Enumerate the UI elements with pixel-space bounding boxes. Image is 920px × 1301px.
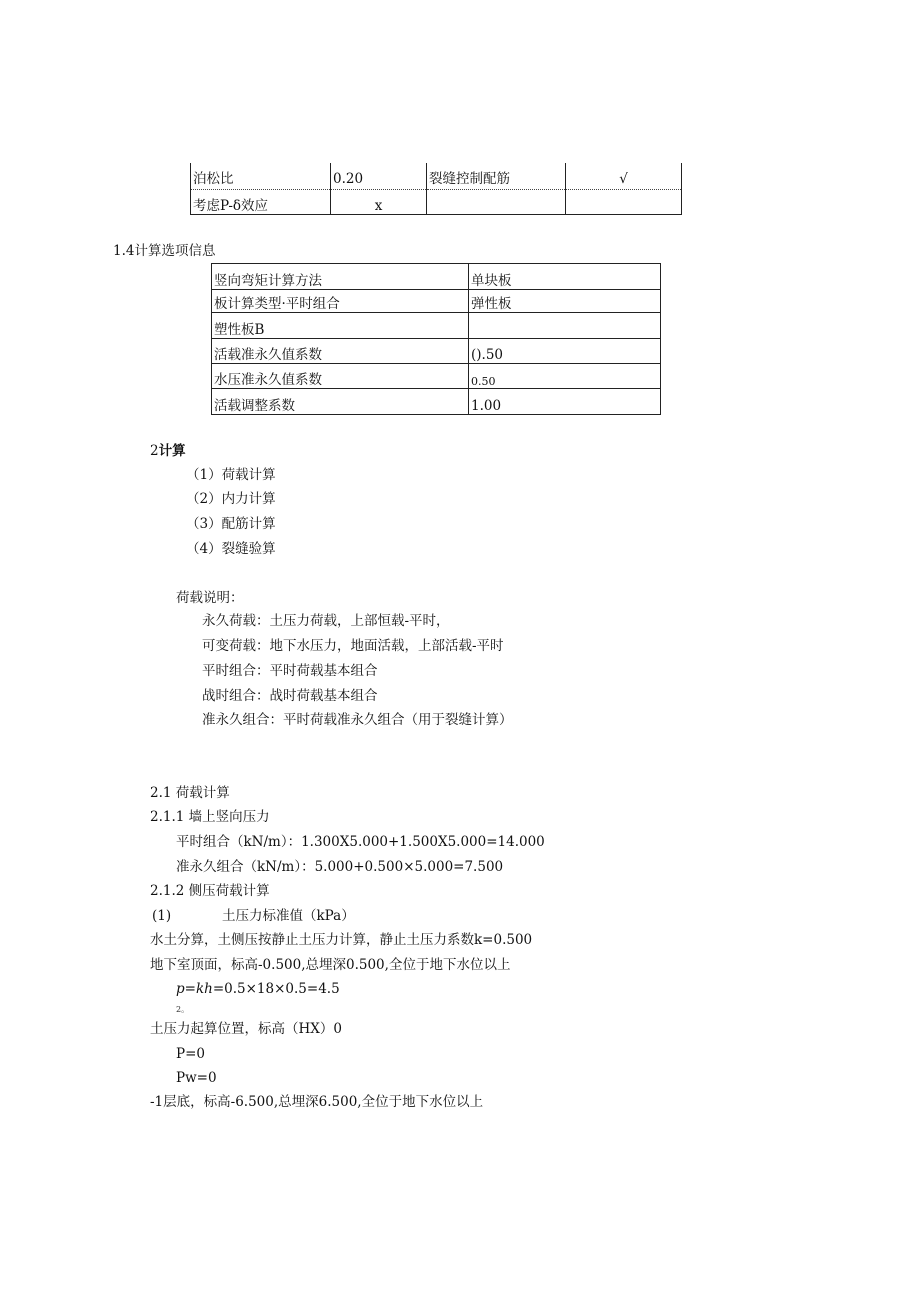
section-heading-2 [150,445,186,459]
calc-line: P=0 [176,1046,205,1062]
table-cell: 弹性板 [469,290,661,313]
section-title: 计算 [158,443,186,459]
step-item: （4）裂缝验算 [186,541,276,557]
table-row [212,389,661,415]
paragraph: -1层底，标高-6.500,总埋深6.500,全位于地下水位以上 [150,1094,484,1110]
formula-lhs: p=kh [176,981,213,997]
footnote-mark: 2。 [176,1005,190,1014]
load-note: 准永久组合：平时荷载准永久组合（用于裂缝计算） [202,712,513,728]
table-cell: ().50 [469,339,661,364]
table-cell: 竖向弯矩计算方法 [212,264,469,290]
formula [176,983,340,997]
load-note: 战时组合：战时荷载基本组合 [202,688,378,704]
calc-line: 平时组合（kN/m）：1.300X5.000+1.500X5.000=14.000 [176,834,545,850]
table-cell: 水压准永久值系数 [212,364,469,389]
table-row [191,190,682,215]
table-cell [469,313,661,339]
table-cell: 塑性板B [212,313,469,339]
table-cell: 活载调整系数 [212,389,469,415]
paragraph: 水土分算，土侧压按静止土压力计算，静止土压力系数k=0.500 [150,932,533,948]
table-row [212,264,661,290]
step-item: （1）荷载计算 [186,467,276,483]
table-cell: 活载准永久值系数 [212,339,469,364]
item-number: (1) [152,908,172,924]
load-note: 永久荷载：土压力荷载，上部恒载-平时， [202,613,450,629]
table-cell: 0.20 [331,163,427,190]
table-row [191,163,682,190]
section-heading-1-4: 1.4计算选项信息 [113,243,216,259]
table-cell: 裂缝控制配筋 [427,163,566,190]
load-note: 可变荷载：地下水压力，地面活载，上部活载-平时 [202,638,504,654]
section-heading-2-1: 2.1 荷载计算 [150,785,230,801]
calc-options-table [211,263,661,415]
calc-line: 准永久组合（kN/m）：5.000+0.500×5.000=7.500 [176,859,504,875]
load-note-title: 荷载说明： [176,590,244,606]
subsection-heading: 2.1.2 侧压荷载计算 [150,883,270,899]
load-note: 平时组合：平时荷载基本组合 [202,663,378,679]
paragraph: 地下室顶面，标高-0.500,总埋深0.500,全位于地下水位以上 [150,957,511,973]
table-cell: 1.00 [469,389,661,415]
table-row [212,339,661,364]
cross-mark-cell: x [331,190,427,215]
section-number: 2 [150,443,159,459]
step-item: （3）配筋计算 [186,516,276,532]
step-item: （2）内力计算 [186,491,276,507]
table-row [212,364,661,389]
subsection-heading: 2.1.1 墙上竖向压力 [150,809,270,825]
table-cell: 单块板 [469,264,661,290]
material-table [190,163,682,215]
table-row [212,290,661,313]
table-cell: 0.50 [469,364,661,389]
calc-line: Pw=0 [176,1070,217,1086]
table-cell: 板计算类型·平时组合 [212,290,469,313]
check-mark-cell: √ [566,163,682,190]
table-cell: 泊松比 [191,163,331,190]
table-cell: 考虑P-δ效应 [191,190,331,215]
formula-rhs: =0.5×18×0.5=4.5 [212,981,340,997]
table-row [212,313,661,339]
table-cell [566,190,682,215]
item-title: 土压力标准值（kPa） [222,908,355,924]
table-cell [427,190,566,215]
paragraph: 土压力起算位置，标高（HX）0 [150,1021,342,1037]
